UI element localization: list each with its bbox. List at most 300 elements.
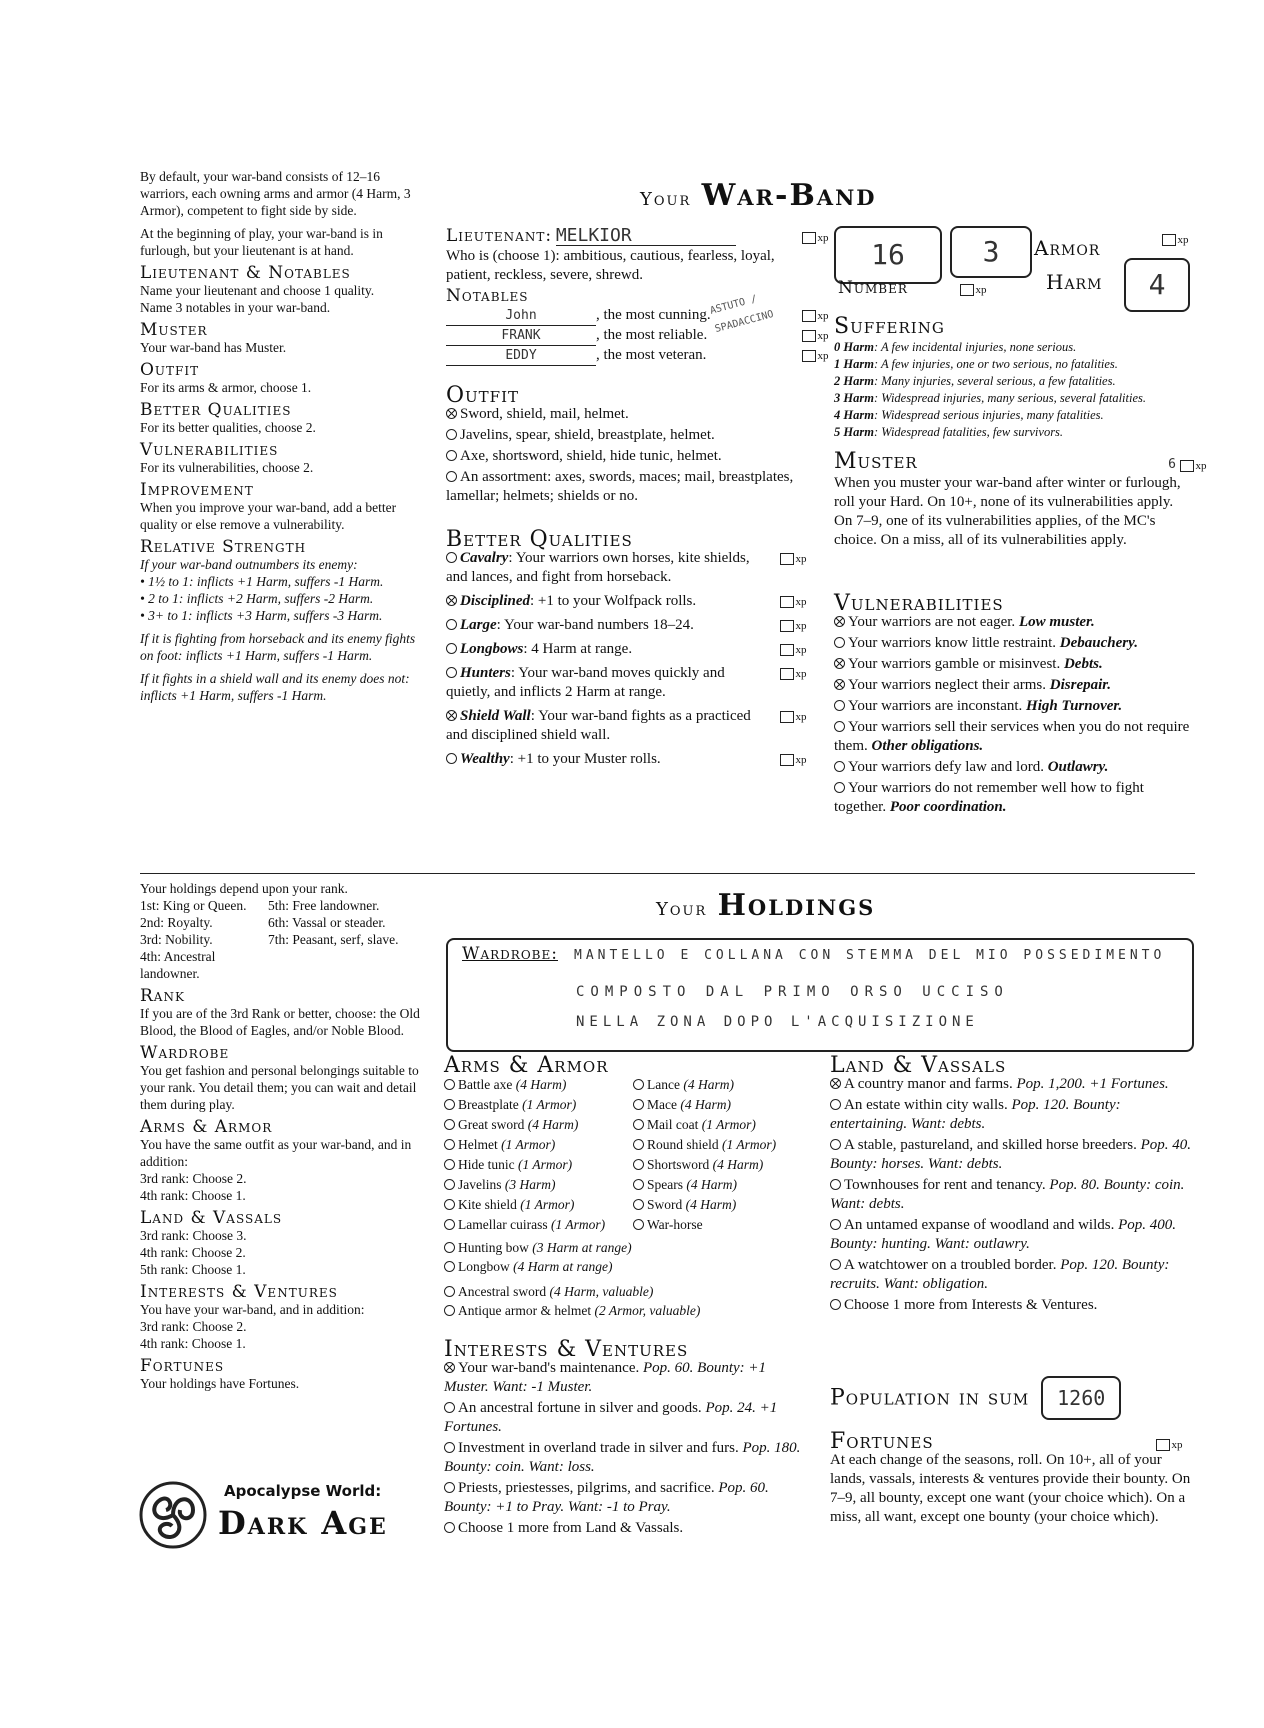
rule-text: When you improve your war-band, add a better quality or else remove a vulnerability.	[140, 500, 397, 532]
holdings-title-prefix: Your	[656, 899, 708, 920]
outfit-section	[446, 383, 796, 508]
better-quality-text: : Your warriors own horses, kite shields, and lances, and fight from horseback.	[446, 550, 750, 585]
arms-name: Kite shield	[458, 1197, 517, 1212]
arms-name: War-horse	[647, 1217, 703, 1232]
better-quality-checkbox[interactable]	[446, 710, 457, 721]
land-details: Pop. 1,200. +1 Fortunes.	[1012, 1076, 1169, 1092]
arms-checkbox[interactable]	[444, 1242, 455, 1253]
suffering-level	[834, 424, 1204, 441]
wardrobe-line-1: MANTELLO E COLLANA CON STEMMA DEL MIO POSSEDIMENTO	[574, 948, 1166, 963]
vulnerability-tag: High Turnover.	[1026, 698, 1123, 714]
notable-row	[446, 346, 816, 366]
land-checkbox[interactable]	[830, 1099, 841, 1110]
fortunes-xp-box[interactable]	[1156, 1439, 1170, 1451]
holding-rule-text: 3rd rank: Choose 2.	[140, 1171, 247, 1186]
arms-name: Antique armor & helmet	[458, 1303, 592, 1318]
interest-details: Pop. 180. Bounty: coin. Want: loss.	[444, 1440, 801, 1475]
vulnerability-text: Your warriors are not eager.	[848, 614, 1019, 630]
arms-option	[444, 1175, 629, 1194]
suffering-desc: : Widespread injuries, many serious, several fatalities.	[873, 391, 1147, 405]
arms-option	[633, 1135, 803, 1154]
interest-details: Pop. 60. Bounty: +1 Muster. Want: -1 Muster.	[444, 1360, 767, 1395]
arms-stat: (4 Harm)	[686, 1177, 737, 1192]
arms-name: Longbow	[458, 1259, 510, 1274]
arms-checkbox[interactable]	[444, 1286, 455, 1297]
better-quality-option	[446, 616, 816, 635]
section-divider	[140, 873, 1195, 874]
interest-checkbox[interactable]	[444, 1482, 455, 1493]
land-details: Pop. 40. Bounty: horses. Want: debts.	[830, 1137, 1192, 1172]
arms-stat: (1 Armor)	[520, 1197, 575, 1212]
rule-heading: Muster	[140, 320, 208, 340]
arms-option	[633, 1075, 803, 1094]
better-quality-name: Large	[460, 617, 497, 633]
arms-option	[444, 1075, 629, 1094]
better-quality-name: Disciplined	[460, 593, 530, 609]
arms-checkbox[interactable]	[633, 1119, 644, 1130]
holdings-title-main: Holdings	[717, 888, 876, 923]
better-quality-xp-box[interactable]	[780, 644, 794, 656]
vulnerability-checkbox[interactable]	[834, 637, 845, 648]
wardrobe-line-3: NELLA ZONA DOPO L'ACQUISIZIONE	[576, 1014, 979, 1030]
arms-checkbox[interactable]	[633, 1179, 644, 1190]
muster-section	[834, 449, 1194, 550]
arms-stat: (4 Harm)	[680, 1097, 731, 1112]
arms-stat: (4 Harm)	[515, 1077, 567, 1092]
suffering-desc: : A few injuries, one or two serious, no fatalities.	[873, 357, 1118, 371]
holdings-rules-column	[140, 880, 430, 1392]
holding-rule-text: You get fashion and personal belongings suitable to your rank. You detail them; you can wait and detail them during play.	[140, 1063, 419, 1112]
interest-checkbox[interactable]	[444, 1362, 455, 1373]
holding-rule-text: Your holdings have Fortunes.	[140, 1376, 300, 1391]
suffering-desc: : A few incidental injuries, none serious.	[873, 340, 1077, 354]
suffering-level	[834, 373, 1204, 390]
arms-checkbox[interactable]	[444, 1219, 455, 1230]
notable-trait: , the most veteran.	[596, 347, 707, 363]
arms-stat: (1 Armor)	[522, 1097, 577, 1112]
harm-box[interactable]: 4	[1124, 258, 1190, 312]
land-text: A country manor and farms.	[844, 1076, 1013, 1092]
better-quality-xp-box[interactable]	[780, 620, 794, 632]
outfit-option	[446, 426, 796, 445]
vulnerability-checkbox[interactable]	[834, 782, 845, 793]
arms-option	[633, 1095, 803, 1114]
arms-checkbox[interactable]	[444, 1305, 455, 1316]
suffering-harm: 3 Harm	[834, 391, 874, 405]
title-prefix: Your	[640, 189, 692, 210]
muster-text: When you muster your war-band after winter or furlough, roll your Hard. On 10+, none of its vulnerabilities apply. On 7–9, one of its vulnerabilities applies, of the MC's choice. On a miss, all of its vulnerabilities apply.	[834, 475, 1181, 548]
arms-armor-section	[444, 1053, 814, 1320]
land-checkbox[interactable]	[830, 1179, 841, 1190]
lieutenant-qualities: Who is (choose 1): ambitious, cautious, fearless, loyal, patient, reckless, severe, shrewd.	[446, 248, 775, 283]
vulnerability-tag: Outlawry.	[1047, 759, 1109, 775]
notable-trait: , the most reliable.	[596, 327, 708, 343]
armor-xp-box[interactable]	[1162, 234, 1176, 246]
muster-xp-box[interactable]	[1180, 460, 1194, 472]
rule-heading: Improvement	[140, 480, 254, 500]
arms-checkbox[interactable]	[444, 1261, 455, 1272]
interest-checkbox[interactable]	[444, 1522, 455, 1533]
suffering-harm: 5 Harm	[834, 425, 874, 439]
lieutenant-section	[446, 226, 816, 366]
notable-entry	[446, 346, 706, 366]
armor-label: Armor	[1034, 236, 1101, 260]
vulnerability-option	[834, 655, 1194, 674]
suffering-harm: 1 Harm	[834, 357, 874, 371]
notables-label: Notables	[446, 286, 529, 306]
interest-text: An ancestral fortune in silver and goods.	[458, 1400, 702, 1416]
suffering-harm: 4 Harm	[834, 408, 874, 422]
better-quality-option	[446, 664, 816, 702]
number-xp-box[interactable]	[960, 284, 974, 296]
lieutenant-name[interactable]: MELKIOR	[556, 226, 736, 246]
number-label: Number	[838, 278, 908, 298]
arms-name: Mace	[647, 1097, 677, 1112]
land-details: Pop. 120. Bounty: recruits. Want: obligation.	[830, 1257, 1170, 1292]
arms-option	[444, 1095, 629, 1114]
suffering-level	[834, 339, 1204, 356]
land-checkbox[interactable]	[830, 1259, 841, 1270]
interest-details: Pop. 60. Bounty: +1 to Pray. Want: -1 to Pray.	[444, 1480, 769, 1515]
warband-intro: By default, your war-band consists of 12–16 warriors, each owning arms and armor (4 Harm, 3 Armor), competent to fight side by side.	[140, 169, 411, 218]
better-quality-option	[446, 640, 816, 659]
arms-stat: (4 Harm)	[712, 1157, 764, 1172]
notable-xp-box[interactable]	[802, 350, 816, 362]
land-text: An untamed expanse of woodland and wilds.	[844, 1217, 1115, 1233]
holdings-intro: Your holdings depend upon your rank.	[140, 881, 348, 896]
vulnerability-tag: Low muster.	[1018, 614, 1095, 630]
wardrobe-label: Wardrobe:	[462, 944, 558, 964]
notable-row	[446, 326, 816, 346]
holding-rule-heading: Rank	[140, 986, 185, 1006]
better-quality-checkbox[interactable]	[446, 753, 457, 764]
rule-text: For its vulnerabilities, choose 2.	[140, 460, 314, 475]
rule-heading: Vulnerabilities	[140, 440, 279, 460]
arms-option	[444, 1301, 814, 1320]
lieutenant-xp-box[interactable]	[802, 232, 816, 244]
arms-stat: (1 Armor)	[722, 1137, 777, 1152]
arms-option	[444, 1155, 629, 1174]
rank-entry: 6th: Vassal or steader.	[268, 915, 386, 930]
holding-rule-text: You have your war-band, and in addition:	[140, 1302, 365, 1317]
vulnerability-checkbox[interactable]	[834, 721, 845, 732]
interest-text: Investment in overland trade in silver and furs.	[458, 1440, 739, 1456]
holding-rule-heading: Arms & Armor	[140, 1117, 273, 1137]
arms-checkbox[interactable]	[444, 1119, 455, 1130]
better-quality-text: : 4 Harm at range.	[523, 641, 633, 657]
better-quality-option	[446, 549, 816, 587]
interests-heading: Interests & Ventures	[444, 1337, 689, 1362]
relative-strength-item: • 2 to 1: inflicts +2 Harm, suffers -2 Harm.	[140, 591, 374, 606]
arms-stat: (1 Armor)	[501, 1137, 556, 1152]
land-option	[830, 1296, 1194, 1315]
outfit-text: An assortment: axes, swords, maces; mail, breastplates, lamellar; helmets; shields or no.	[446, 469, 794, 504]
rule-text: Name your lieutenant and choose 1 quality.	[140, 283, 375, 298]
better-quality-checkbox[interactable]	[446, 667, 457, 678]
land-checkbox[interactable]	[830, 1078, 841, 1089]
vulnerability-checkbox[interactable]	[834, 761, 845, 772]
interest-text: Choose 1 more from Land & Vassals.	[458, 1520, 684, 1536]
better-quality-option	[446, 592, 816, 611]
arms-armor-heading: Arms & Armor	[444, 1053, 609, 1078]
better-quality-checkbox[interactable]	[446, 595, 457, 606]
arms-stat: (4 Harm, valuable)	[549, 1284, 654, 1299]
vulnerability-option	[834, 718, 1194, 756]
outfit-option	[446, 468, 796, 506]
arms-checkbox[interactable]	[444, 1099, 455, 1110]
outfit-text: Sword, shield, mail, helmet.	[460, 406, 629, 422]
holding-rule-text: 4th rank: Choose 1.	[140, 1336, 246, 1351]
arms-option	[633, 1175, 803, 1194]
vulnerabilities-section	[834, 591, 1194, 819]
arms-option	[444, 1115, 629, 1134]
outfit-heading: Outfit	[446, 383, 520, 408]
arms-stat: (4 Harm)	[527, 1117, 579, 1132]
arms-name: Hunting bow	[458, 1240, 529, 1255]
holding-rule-text: 4th rank: Choose 2.	[140, 1245, 246, 1260]
outfit-checkbox[interactable]	[446, 408, 457, 419]
arms-option	[444, 1135, 629, 1154]
vulnerability-text: Your warriors neglect their arms.	[848, 677, 1050, 693]
warband-intro-2: At the beginning of play, your war-band is in furlough, but your lieutenant is at hand.	[140, 226, 383, 258]
arms-option	[633, 1115, 803, 1134]
arms-checkbox[interactable]	[444, 1179, 455, 1190]
vulnerability-text: Your warriors defy law and lord.	[848, 759, 1048, 775]
vulnerability-text: Your warriors know little restraint.	[848, 635, 1060, 651]
vulnerability-option	[834, 779, 1194, 817]
lieutenant-label: Lieutenant:	[446, 226, 553, 246]
arms-checkbox[interactable]	[444, 1079, 455, 1090]
better-quality-checkbox[interactable]	[446, 619, 457, 630]
muster-heading: Muster	[834, 449, 918, 474]
better-quality-xp-box[interactable]	[780, 668, 794, 680]
arms-option	[633, 1195, 803, 1214]
arms-option	[444, 1238, 814, 1257]
better-quality-name: Wealthy	[460, 751, 510, 767]
interest-option	[444, 1519, 814, 1538]
logo-bottom: Dark Age	[218, 1504, 388, 1542]
better-quality-name: Cavalry	[460, 550, 509, 566]
land-text: Choose 1 more from Interests & Ventures.	[844, 1297, 1098, 1313]
holding-rule-text: 5th rank: Choose 1.	[140, 1262, 246, 1277]
arms-stat: (2 Armor, valuable)	[594, 1303, 701, 1318]
vulnerability-text: Your warriors do not remember well how to fight together.	[834, 780, 1144, 815]
relative-horseback: If it is fighting from horseback and its enemy fights on foot: inflicts +1 Harm, suffers -1 Harm.	[140, 631, 416, 663]
land-option	[830, 1096, 1194, 1134]
vulnerability-checkbox[interactable]	[834, 700, 845, 711]
arms-checkbox[interactable]	[633, 1139, 644, 1150]
holding-rule-heading: Interests & Ventures	[140, 1282, 338, 1302]
notable-xp-box[interactable]	[802, 330, 816, 342]
interest-option	[444, 1399, 814, 1437]
arms-name: Lamellar cuirass	[458, 1217, 548, 1232]
rank-entry: 2nd: Royalty.	[140, 915, 213, 930]
arms-name: Sword	[647, 1197, 683, 1212]
rank-entry: 5th: Free landowner.	[268, 898, 380, 913]
land-option	[830, 1136, 1194, 1174]
land-heading: Land & Vassals	[830, 1053, 1007, 1078]
stats-block	[834, 222, 1194, 312]
arms-checkbox[interactable]	[633, 1159, 644, 1170]
relative-intro: If your war-band outnumbers its enemy:	[140, 557, 358, 572]
notable-trait: , the most cunning.	[596, 307, 711, 323]
notable-name[interactable]: FRANK	[446, 326, 596, 346]
notable-name[interactable]: John	[446, 306, 596, 326]
suffering-level	[834, 356, 1204, 373]
interest-option	[444, 1359, 814, 1397]
vulnerability-text: Your warriors gamble or misinvest.	[848, 656, 1064, 672]
arms-name: Hide tunic	[458, 1157, 515, 1172]
notable-name[interactable]: EDDY	[446, 346, 596, 366]
land-text: A watchtower on a troubled border.	[844, 1257, 1057, 1273]
warband-rules-column	[140, 168, 422, 710]
vulnerabilities-heading: Vulnerabilities	[834, 591, 1004, 616]
land-option	[830, 1256, 1194, 1294]
suffering-level	[834, 390, 1204, 407]
holdings-title	[656, 888, 875, 923]
game-logo	[138, 1476, 418, 1556]
interest-text: Priests, priestesses, pilgrims, and sacrifice.	[458, 1480, 715, 1496]
rule-text: Your war-band has Muster.	[140, 340, 287, 355]
rank-entry: 4th: Ancestral landowner.	[140, 949, 216, 981]
better-quality-name: Hunters	[460, 665, 511, 681]
rank-entry: 7th: Peasant, serf, slave.	[268, 932, 399, 947]
land-option	[830, 1075, 1194, 1094]
better-quality-text: : +1 to your Wolfpack rolls.	[530, 593, 697, 609]
better-qualities-section	[446, 527, 816, 774]
arms-checkbox[interactable]	[444, 1139, 455, 1150]
arms-name: Ancestral sword	[458, 1284, 547, 1299]
arms-stat: (3 Harm)	[504, 1177, 556, 1192]
arms-option	[444, 1282, 814, 1301]
vulnerability-checkbox[interactable]	[834, 616, 845, 627]
arms-stat: (4 Harm)	[685, 1197, 737, 1212]
population-row	[830, 1376, 1194, 1420]
notable-entry	[446, 326, 707, 346]
notables-note: ASTUTO / SPADACCINO	[708, 293, 775, 336]
vulnerability-checkbox[interactable]	[834, 679, 845, 690]
land-option	[830, 1216, 1194, 1254]
better-qualities-heading: Better Qualities	[446, 527, 633, 552]
vulnerability-checkbox[interactable]	[834, 658, 845, 669]
better-quality-checkbox[interactable]	[446, 643, 457, 654]
better-quality-xp-box[interactable]	[780, 553, 794, 565]
outfit-checkbox[interactable]	[446, 450, 457, 461]
population-value[interactable]: 1260	[1041, 1376, 1121, 1420]
better-quality-name: Longbows	[460, 641, 524, 657]
land-checkbox[interactable]	[830, 1139, 841, 1150]
outfit-checkbox[interactable]	[446, 471, 457, 482]
suffering-harm: 2 Harm	[834, 374, 874, 388]
rule-heading: Lieutenant & Notables	[140, 263, 351, 283]
arms-checkbox[interactable]	[633, 1219, 644, 1230]
logo-top: Apocalypse World:	[224, 1482, 382, 1500]
arms-option	[633, 1215, 803, 1234]
relative-strength-heading: Relative Strength	[140, 537, 307, 557]
suffering-desc: : Widespread serious injuries, many fatalities.	[873, 408, 1104, 422]
arms-name: Breastplate	[458, 1097, 519, 1112]
warband-title	[640, 178, 877, 213]
arms-option	[633, 1155, 803, 1174]
rank-entry: 1st: King or Queen.	[140, 898, 247, 913]
better-quality-checkbox[interactable]	[446, 552, 457, 563]
better-quality-text: : Your war-band moves quickly and quietly, and inflicts 2 Harm at range.	[446, 665, 725, 700]
suffering-desc: : Widespread fatalities, few survivors.	[873, 425, 1064, 439]
land-details: Pop. 80. Bounty: coin. Want: debts.	[830, 1177, 1185, 1212]
outfit-checkbox[interactable]	[446, 429, 457, 440]
interest-option	[444, 1439, 814, 1477]
rule-text: Name 3 notables in your war-band.	[140, 300, 331, 315]
land-option	[830, 1176, 1194, 1214]
land-details: Pop. 400. Bounty: hunting. Want: outlawry.	[830, 1217, 1177, 1252]
suffering-desc: : Many injuries, several serious, a few fatalities.	[873, 374, 1116, 388]
vulnerability-text: Your warriors are inconstant.	[848, 698, 1027, 714]
better-quality-text: : Your war-band numbers 18–24.	[496, 617, 694, 633]
fortunes-section	[830, 1429, 1194, 1527]
better-quality-xp-box[interactable]	[780, 596, 794, 608]
vulnerability-option	[834, 613, 1194, 632]
land-checkbox[interactable]	[830, 1299, 841, 1310]
interest-checkbox[interactable]	[444, 1402, 455, 1413]
arms-name: Round shield	[647, 1137, 719, 1152]
arms-stat: (4 Harm)	[683, 1077, 734, 1092]
arms-stat: (1 Armor)	[550, 1217, 606, 1232]
arms-checkbox[interactable]	[444, 1199, 455, 1210]
population-label: Population in sum	[830, 1385, 1030, 1411]
outfit-option	[446, 447, 796, 466]
interest-details: Pop. 24. +1 Fortunes.	[444, 1400, 778, 1435]
wardrobe-line-2: COMPOSTO DAL PRIMO ORSO UCCISO	[576, 984, 1009, 1000]
arms-checkbox[interactable]	[633, 1099, 644, 1110]
fortunes-text: At each change of the seasons, roll. On 10+, all of your lands, vassals, interests & ventures provide their bounty. On 7–9, all bounty, except one want (your choice which). On a miss, all want, except one bounty (your choice which).	[830, 1452, 1191, 1525]
arms-name: Mail coat	[647, 1117, 699, 1132]
land-text: Townhouses for rent and tenancy.	[844, 1177, 1046, 1193]
arms-stat: (1 Armor)	[701, 1117, 756, 1132]
vulnerability-tag: Poor coordination.	[889, 799, 1007, 815]
arms-name: Lance	[647, 1077, 680, 1092]
arms-name: Helmet	[458, 1137, 498, 1152]
armor-box[interactable]: 3	[950, 226, 1032, 278]
rank-entry: 3rd: Nobility.	[140, 932, 213, 947]
arms-stat: (1 Armor)	[518, 1157, 573, 1172]
land-text: A stable, pastureland, and skilled horse breeders.	[844, 1137, 1137, 1153]
better-quality-xp-box[interactable]	[780, 711, 794, 723]
arms-checkbox[interactable]	[633, 1079, 644, 1090]
better-quality-option	[446, 750, 816, 769]
better-quality-xp-box[interactable]	[780, 754, 794, 766]
relative-shieldwall: If it fights in a shield wall and its enemy does not: inflicts +1 Harm, suffers -1 Harm.	[140, 671, 410, 703]
better-quality-option	[446, 707, 816, 745]
interest-checkbox[interactable]	[444, 1442, 455, 1453]
arms-name: Spears	[647, 1177, 683, 1192]
rule-heading: Better Qualities	[140, 400, 292, 420]
arms-checkbox[interactable]	[633, 1199, 644, 1210]
fortunes-heading: Fortunes	[830, 1429, 934, 1454]
interest-option	[444, 1479, 814, 1517]
outfit-text: Axe, shortsword, shield, hide tunic, helmet.	[460, 448, 722, 464]
arms-stat: (4 Harm at range)	[513, 1259, 613, 1274]
number-box[interactable]: 16	[834, 226, 942, 284]
holding-rule-heading: Wardrobe	[140, 1043, 230, 1063]
vulnerability-tag: Debauchery.	[1059, 635, 1138, 651]
arms-option	[444, 1215, 629, 1234]
harm-label: Harm	[1046, 270, 1103, 294]
land-checkbox[interactable]	[830, 1219, 841, 1230]
triskele-icon	[138, 1480, 208, 1550]
arms-checkbox[interactable]	[444, 1159, 455, 1170]
rule-text: For its better qualities, choose 2.	[140, 420, 316, 435]
wardrobe-box[interactable]	[446, 938, 1194, 1052]
